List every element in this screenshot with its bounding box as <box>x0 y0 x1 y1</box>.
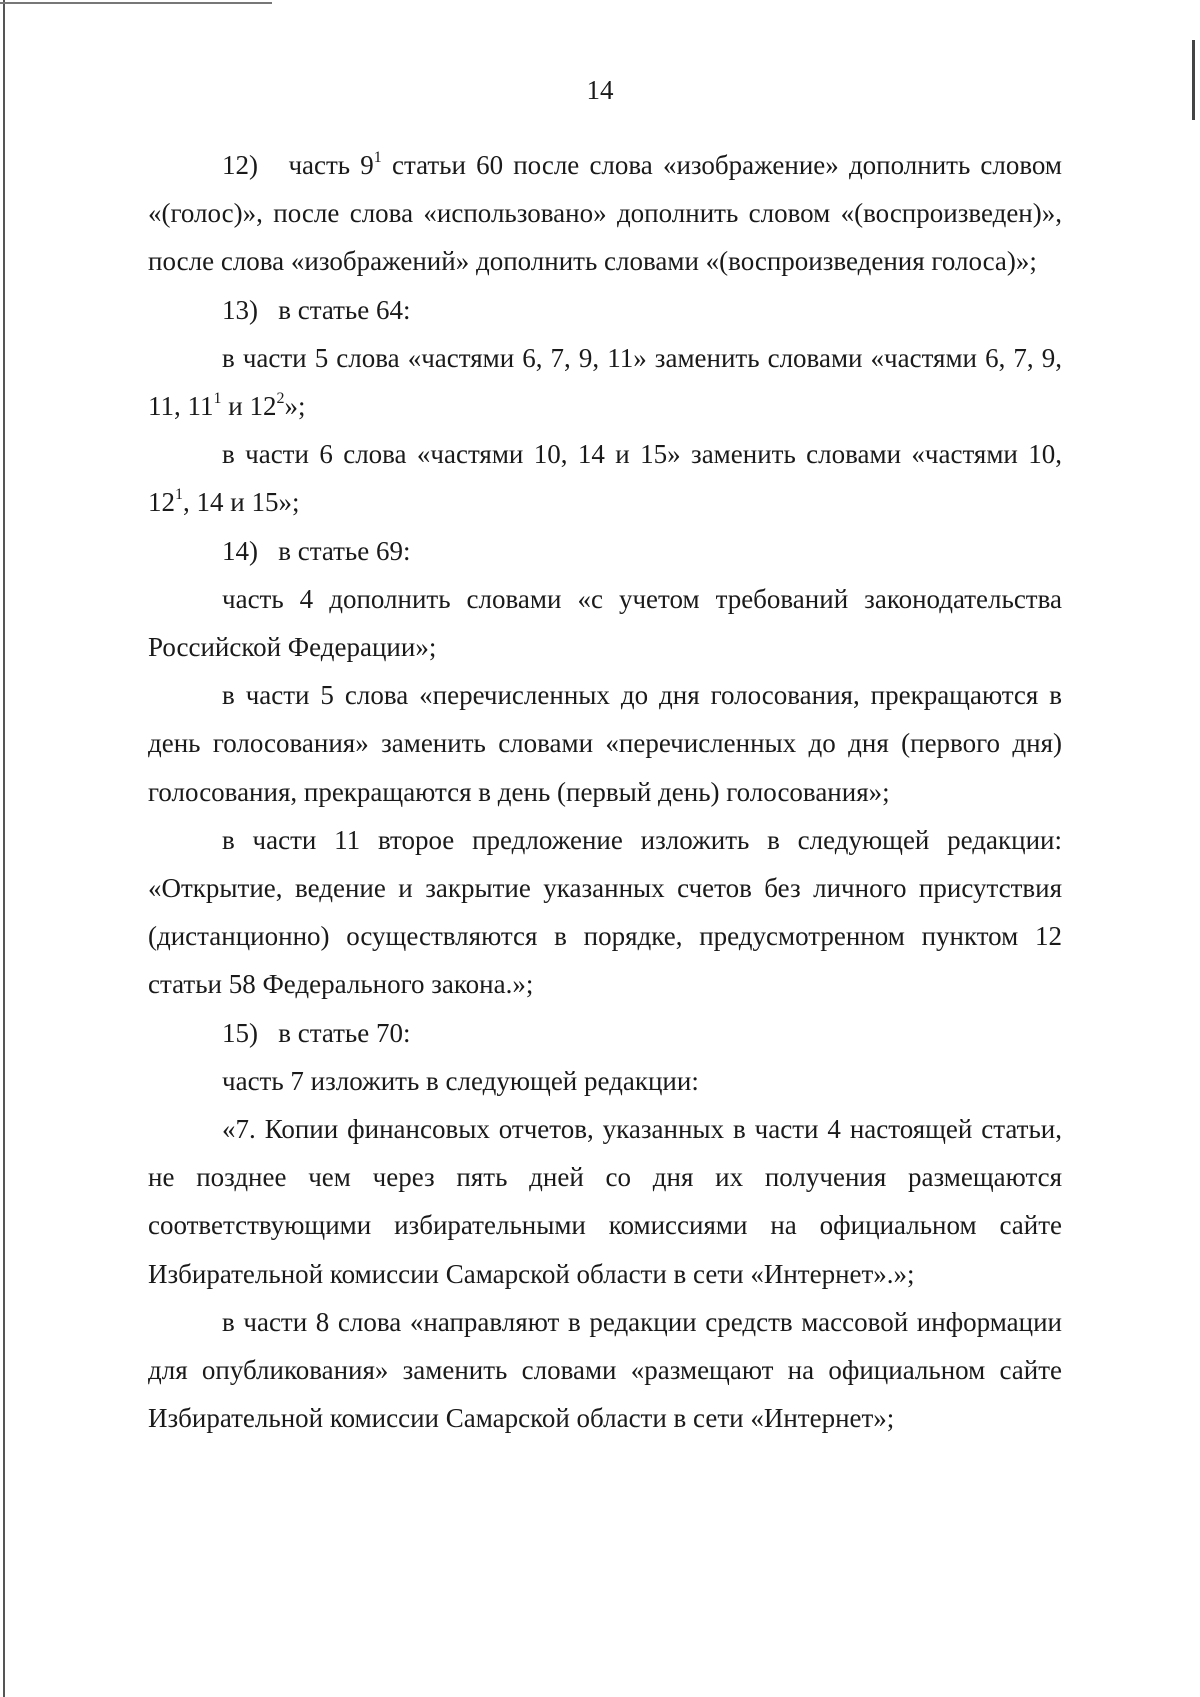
text-segment: 12) часть 9 <box>222 150 374 180</box>
paragraph-art64-part5 <box>148 334 1062 430</box>
text-segment: в части 6 слова «частями 10, 14 и 15» заменить словами «частями 10, 12 <box>148 439 1062 518</box>
paragraph-art70-part7 <box>148 1057 1062 1105</box>
paragraph-art70-part7-text <box>148 1105 1062 1298</box>
text-segment: и 12 <box>221 391 277 422</box>
paragraph-art64-part6 <box>148 430 1062 526</box>
text-segment: 15) в статье 70: <box>222 1017 411 1048</box>
text-segment: »; <box>284 391 306 422</box>
paragraph-item-13 <box>148 286 1062 334</box>
superscript: 1 <box>213 390 222 408</box>
superscript: 1 <box>373 149 382 166</box>
text-segment: в части 11 второе предложение изложить в следующей редакции: «Открытие, ведение и закрытие указанных счетов без личного присутствия (дистанционно) осуществляются в порядке, предусмотренном пунктом 12 статьи 58 Федерального закона.»; <box>148 824 1062 1000</box>
text-segment: 13) в статье 64: <box>222 294 411 325</box>
superscript: 2 <box>276 390 285 408</box>
paragraph-item-12 <box>148 141 1062 286</box>
text-segment: 14) в статье 69: <box>222 535 411 566</box>
scan-edge-left <box>3 0 5 1697</box>
text-segment: «7. Копии финансовых отчетов, указанных в части 4 настоящей статьи, не позднее чем через пять дней со дня их получения размещаются соответствующими избирательными комиссиями на официальном сайте Избирательной комиссии Самарской области в сети «Интернет».»; <box>148 1114 1062 1289</box>
paragraph-art69-part11 <box>148 816 1062 1009</box>
text-segment: в части 5 слова «частями 6, 7, 9, 11» заменить словами «частями 6, 7, 9, 11, 11 <box>148 342 1062 422</box>
paragraph-item-14 <box>148 527 1062 575</box>
paragraph-art70-part8 <box>148 1298 1062 1443</box>
paragraph-item-15 <box>148 1009 1062 1057</box>
text-segment: в части 8 слова «направляют в редакции средств массовой информации для опубликования» заменить словами «размещают на официальном сайте Избирательной комиссии Самарской области в сети «Интернет»; <box>148 1306 1062 1434</box>
paragraph-art69-part4 <box>148 575 1062 671</box>
document-body <box>148 141 1062 1442</box>
text-segment: статьи 60 после слова «изображение» дополнить словом «(голос)», после слова «использовано» дополнить словом «(воспроизведен)», после слова «изображений» дополнить словами «(воспроизведения голоса)»; <box>148 150 1063 277</box>
text-segment: часть 4 дополнить словами «с учетом требований законодательства Российской Федерации»; <box>148 583 1062 663</box>
text-segment: в части 5 слова «перечисленных до дня голосования, прекращаются в день голосования» заменить словами «перечисленных до дня (первого дня) голосования, прекращаются в день (первый день) голосования»; <box>148 680 1062 807</box>
paragraph-art69-part5 <box>148 671 1062 816</box>
page-number: 14 <box>586 75 614 105</box>
text-segment: часть 7 изложить в следующей редакции: <box>222 1065 699 1096</box>
superscript: 1 <box>175 486 183 504</box>
scan-edge-top <box>0 2 272 4</box>
text-segment: , 14 и 15»; <box>183 487 300 518</box>
